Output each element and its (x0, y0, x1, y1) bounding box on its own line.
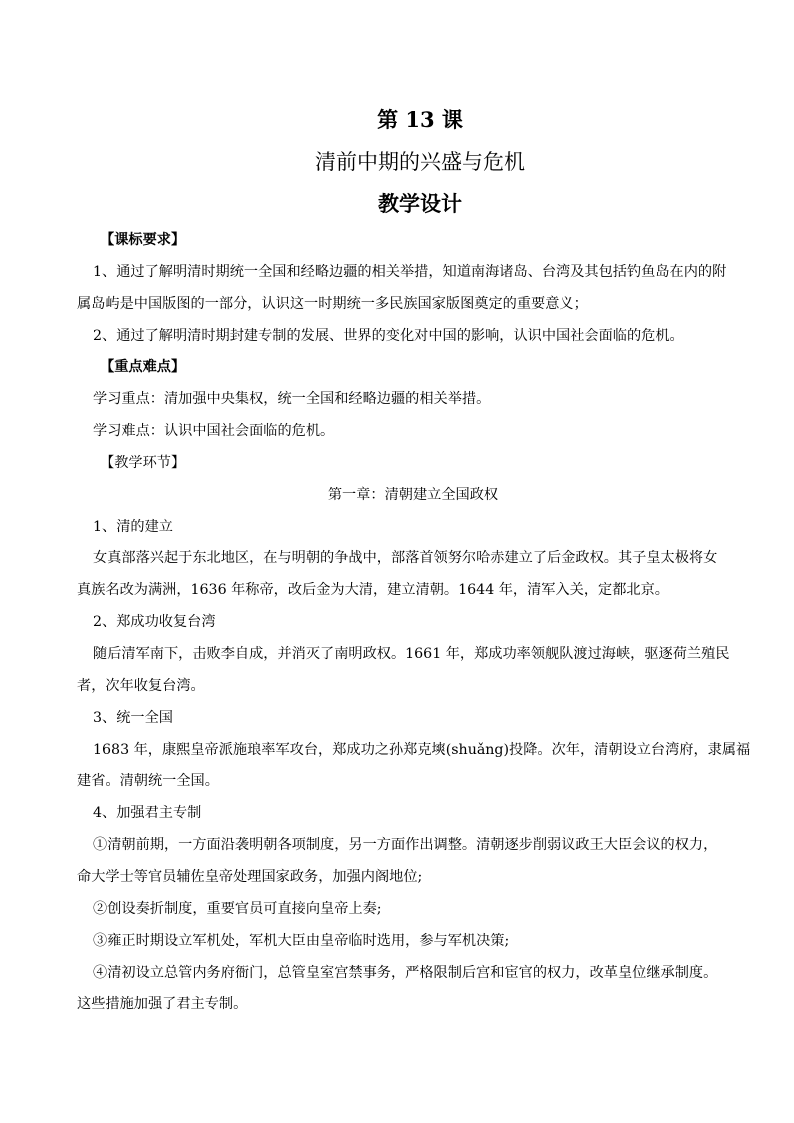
paragraph-line: 学习难点：认识中国社会面临的危机。 (93, 423, 335, 439)
paragraph-line: 属岛屿是中国版图的一部分，认识这一时期统一多民族国家版图奠定的重要意义； (77, 296, 588, 312)
document-subtitle: 教学设计 (378, 191, 462, 216)
paragraph-line: 这些措施加强了君主专制。 (77, 996, 248, 1012)
paragraph-line: ①清朝前期，一方面沿袭明朝各项制度，另一方面作出调整。清朝逐步削弱议政王大臣会议的权力， (93, 837, 718, 853)
paragraph-line: 2、通过了解明清时期封建专制的发展、世界的变化对中国的影响，认识中国社会面临的危机。 (93, 328, 684, 344)
paragraph-line: 建省。清朝统一全国。 (77, 773, 219, 789)
section-heading-key-points: 【重点难点】 (100, 359, 186, 375)
paragraph-line: 女真部落兴起于东北地区，在与明朝的争战中，部落首领努尔哈赤建立了后金政权。其子皇太极将女 (93, 550, 718, 566)
paragraph-line: 命大学士等官员辅佐皇帝处理国家政务，加强内阁地位; (77, 869, 423, 885)
section-heading-standards: 【课标要求】 (100, 232, 186, 248)
paragraph-line: ③雍正时期设立军机处，军机大臣由皇帝临时选用，参与军机决策; (93, 933, 510, 949)
paragraph-line: 真族名改为满洲，1636 年称帝，改后金为大清，建立清朝。1644 年，清军入关，定都北京。 (77, 582, 669, 598)
lesson-number: 第 13 课 (377, 107, 463, 132)
paragraph-line: 者，次年收复台湾。 (77, 678, 205, 694)
lesson-title: 清前中期的兴盛与危机 (315, 150, 525, 174)
subsection-heading: 3、统一全国 (93, 710, 173, 726)
paragraph-line: 随后清军南下，击败李自成，并消灭了南明政权。1661 年，郑成功率领舰队渡过海峡，驱逐荷兰殖民 (93, 646, 730, 662)
paragraph-line: 1683 年，康熙皇帝派施琅率军攻台，郑成功之孙郑克塽(shuǎng)投降。次年，清朝设立台湾府，隶属福 (93, 742, 751, 758)
paragraph-line: 学习重点：清加强中央集权，统一全国和经略边疆的相关举措。 (93, 391, 491, 407)
subsection-heading: 1、清的建立 (93, 519, 173, 535)
paragraph-line: 1、通过了解明清时期统一全国和经略边疆的相关举措，知道南海诸岛、台湾及其包括钓鱼岛在内的附 (93, 264, 727, 280)
section-heading-teaching: 【教学环节】 (100, 455, 186, 471)
chapter-heading: 第一章：清朝建立全国政权 (327, 487, 499, 503)
subsection-heading: 4、加强君主专制 (93, 805, 202, 821)
subsection-heading: 2、郑成功收复台湾 (93, 614, 216, 630)
paragraph-line: ②创设奏折制度，重要官员可直接向皇帝上奏; (93, 901, 382, 917)
paragraph-line: ④清初设立总管内务府衙门，总管皇室宫禁事务，严格限制后宫和宦官的权力，改革皇位继承制度。 (93, 965, 718, 981)
